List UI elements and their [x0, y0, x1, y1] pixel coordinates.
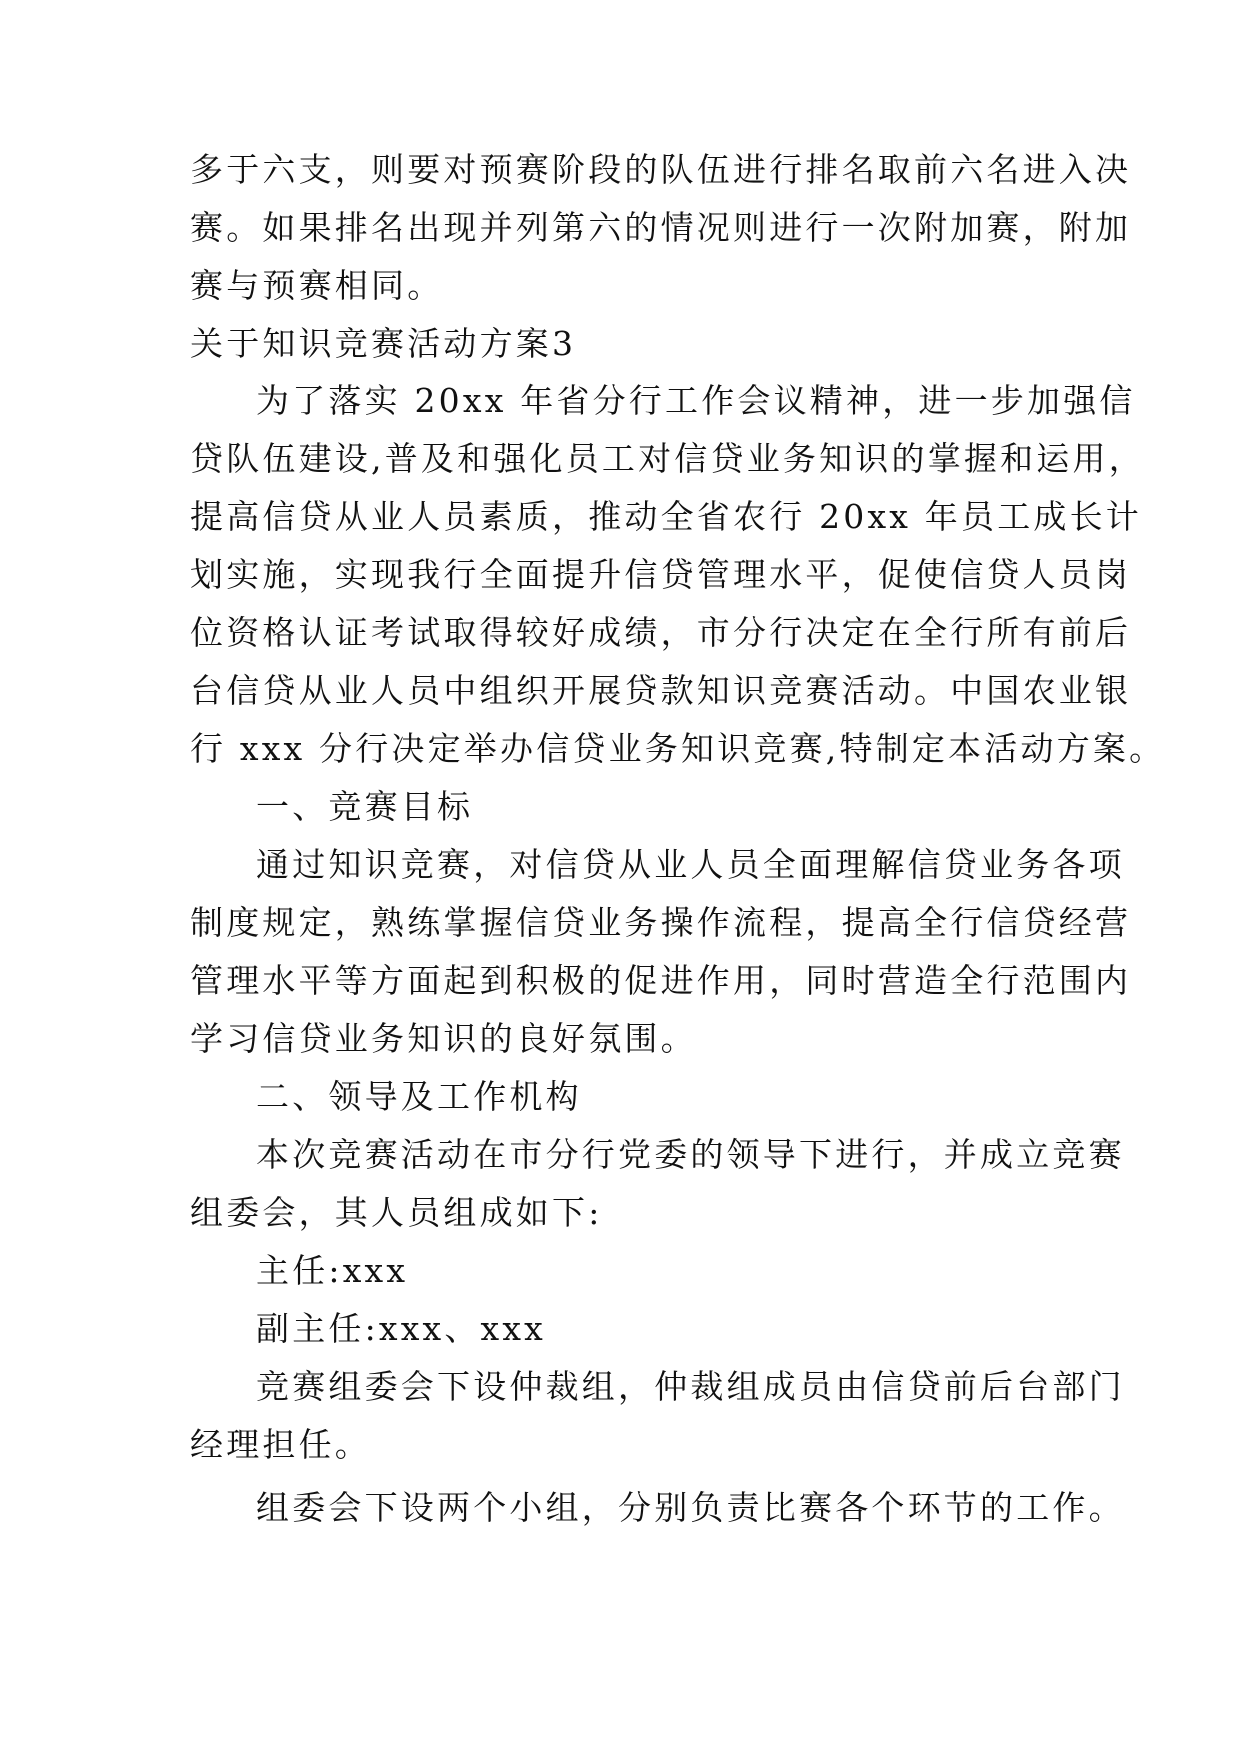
subsection-heading: 一、竞赛目标	[256, 787, 474, 826]
text-line: 提高信贷从业人员素质，推动全省农行 20xx 年员工成长计	[190, 497, 1142, 536]
text-line: 赛与预赛相同。	[190, 266, 444, 305]
text-line: 经理担任。	[190, 1425, 371, 1464]
text-line: 主任:xxx	[256, 1251, 409, 1290]
text-line: 位资格认证考试取得较好成绩，市分行决定在全行所有前后	[190, 613, 1132, 652]
text-line: 多于六支，则要对预赛阶段的队伍进行排名取前六名进入决	[190, 150, 1132, 189]
text-line: 本次竞赛活动在市分行党委的领导下进行，并成立竞赛	[256, 1135, 1125, 1174]
text-line: 行 xxx 分行决定举办信贷业务知识竞赛,特制定本活动方案。	[190, 729, 1166, 768]
text-line: 学习信贷业务知识的良好氛围。	[190, 1019, 697, 1058]
text-line: 组委会，其人员组成如下:	[190, 1193, 603, 1232]
text-line: 副主任:xxx、xxx	[256, 1309, 546, 1348]
text-line: 通过知识竞赛，对信贷从业人员全面理解信贷业务各项	[256, 845, 1125, 884]
text-line: 组委会下设两个小组，分别负责比赛各个环节的工作。	[256, 1488, 1125, 1527]
section-heading: 关于知识竞赛活动方案3	[190, 324, 577, 363]
text-line: 台信贷从业人员中组织开展贷款知识竞赛活动。中国农业银	[190, 671, 1132, 710]
subsection-heading: 二、领导及工作机构	[256, 1077, 582, 1116]
text-line: 赛。如果排名出现并列第六的情况则进行一次附加赛，附加	[190, 208, 1132, 247]
text-line: 管理水平等方面起到积极的促进作用，同时营造全行范围内	[190, 961, 1132, 1000]
text-line: 贷队伍建设,普及和强化员工对信贷业务知识的掌握和运用，	[190, 439, 1145, 478]
text-line: 制度规定，熟练掌握信贷业务操作流程，提高全行信贷经营	[190, 903, 1132, 942]
text-line: 竞赛组委会下设仲裁组，仲裁组成员由信贷前后台部门	[256, 1367, 1125, 1406]
text-line: 为了落实 20xx 年省分行工作会议精神，进一步加强信	[256, 381, 1136, 420]
text-line: 划实施，实现我行全面提升信贷管理水平，促使信贷人员岗	[190, 555, 1132, 594]
